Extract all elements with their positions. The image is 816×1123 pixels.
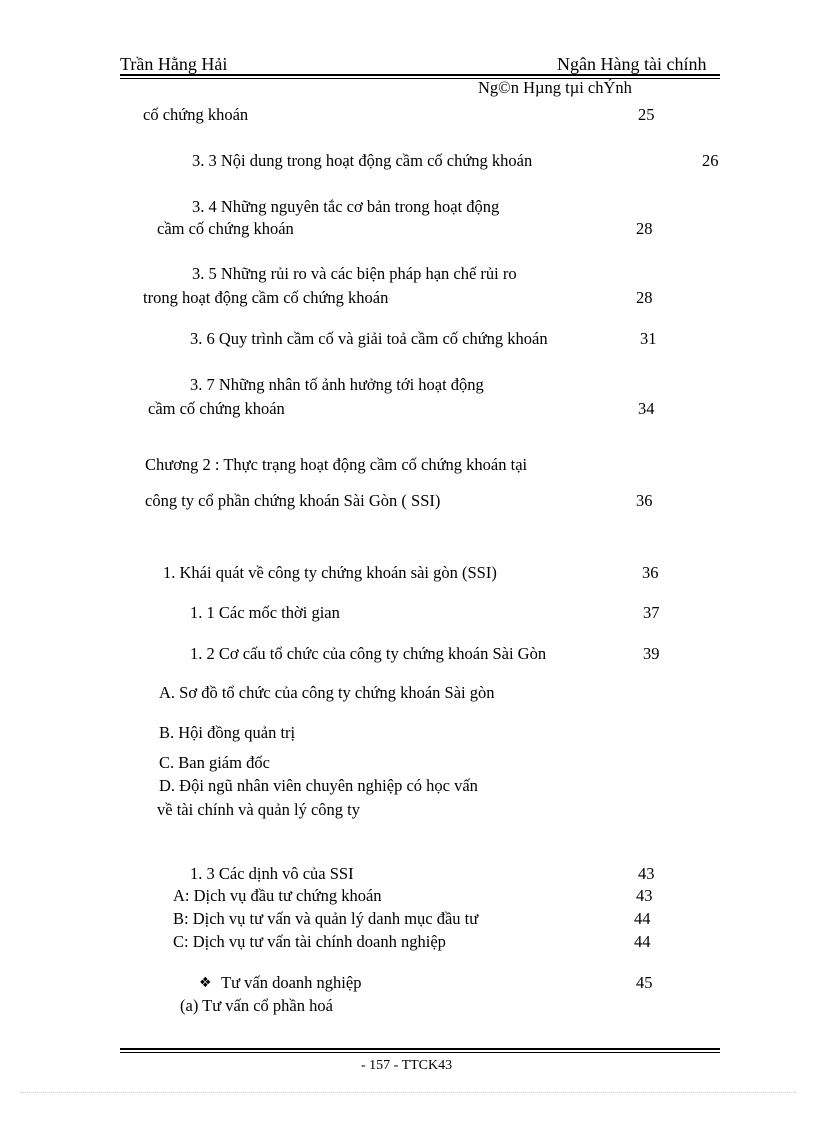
diamond-bullet-icon: ❖ [199,975,212,991]
section-title: 1. Khái quát về công ty chứng khoán sài gòn (SSI) [163,563,497,582]
list-item-cont: về tài chính và quản lý công ty [157,800,360,819]
toc-entry-page: 43 [636,886,653,905]
footer-rule [120,1048,720,1053]
page-number: - 157 - TTCK43 [361,1058,453,1073]
toc-entry-page: 37 [643,603,660,622]
toc-entry-text: 3. 7 Những nhân tố ảnh hưởng tới hoạt động [190,375,484,394]
list-item: A. Sơ đồ tổ chức của công ty chứng khoán Sài gòn [159,683,495,702]
toc-entry-text: 3. 5 Những rủi ro và các biện pháp hạn chế rủi ro [192,264,517,283]
toc-entry-text: 1. 1 Các mốc thời gian [190,603,340,622]
chapter-title-cont: công ty cổ phần chứng khoán Sài Gòn ( SSI) [145,491,441,510]
toc-entry-page: 28 [636,288,653,307]
chapter-title: Chương 2 : Thực trạng hoạt động cầm cố chứng khoán tại [145,455,528,474]
toc-entry-page: 26 [702,151,719,170]
toc-entry-page: 44 [634,932,651,951]
toc-entry-text: C: Dịch vụ tư vấn tài chính doanh nghiệp [173,932,446,951]
toc-entry-page: 39 [643,644,660,663]
list-item: C. Ban giám đốc [159,753,270,772]
toc-entry-page: 44 [634,909,651,928]
toc-entry-page: 43 [638,864,655,883]
toc-entry-page: 36 [642,563,659,582]
toc-entry-text: 1. 3 Các dịnh vô của SSI [190,864,354,883]
toc-entry-page: 36 [636,491,653,510]
toc-entry-text: (a) Tư vấn cổ phần hoá [180,996,333,1015]
toc-entry-text-cont: cầm cố chứng khoán [148,399,285,418]
toc-entry-text: cố chứng khoán [143,105,249,124]
header-subject-garbled: Ng©n Hµng tµi chÝnh [478,78,632,97]
list-item: D. Đội ngũ nhân viên chuyên nghiệp có học vấn [159,776,478,795]
toc-entry-text: 3. 4 Những nguyên tắc cơ bản trong hoạt động [192,197,500,216]
header-author: Trần Hằng Hải [120,54,228,74]
toc-entry-text: 1. 2 Cơ cấu tổ chức của công ty chứng khoán Sài Gòn [190,644,547,663]
toc-entry-text-cont: cầm cố chứng khoán [157,219,294,238]
toc-entry-text: A: Dịch vụ đầu tư chứng khoán [173,886,382,905]
toc-entry-page: 34 [638,399,655,418]
toc-entry-text: 3. 3 Nội dung trong hoạt động cầm cố chứng khoán [192,151,533,170]
toc-entry-page: 45 [636,973,653,992]
toc-entry-page: 28 [636,219,653,238]
toc-entry-text: Tư vấn doanh nghiệp [221,973,362,992]
toc-entry-page: 25 [638,105,655,124]
header-subject: Ngân Hàng tài chính [557,54,707,74]
toc-entry-page: 31 [640,329,657,348]
page-edge-divider [20,1092,796,1093]
toc-entry-text: 3. 6 Quy trình cầm cố và giải toả cầm cố chứng khoán [190,329,548,348]
list-item: B. Hội đồng quản trị [159,723,296,742]
toc-entry-text: B: Dịch vụ tư vấn và quản lý danh mục đầu tư [173,909,479,928]
toc-entry-text-cont: trong hoạt động cầm cố chứng khoán [143,288,389,307]
